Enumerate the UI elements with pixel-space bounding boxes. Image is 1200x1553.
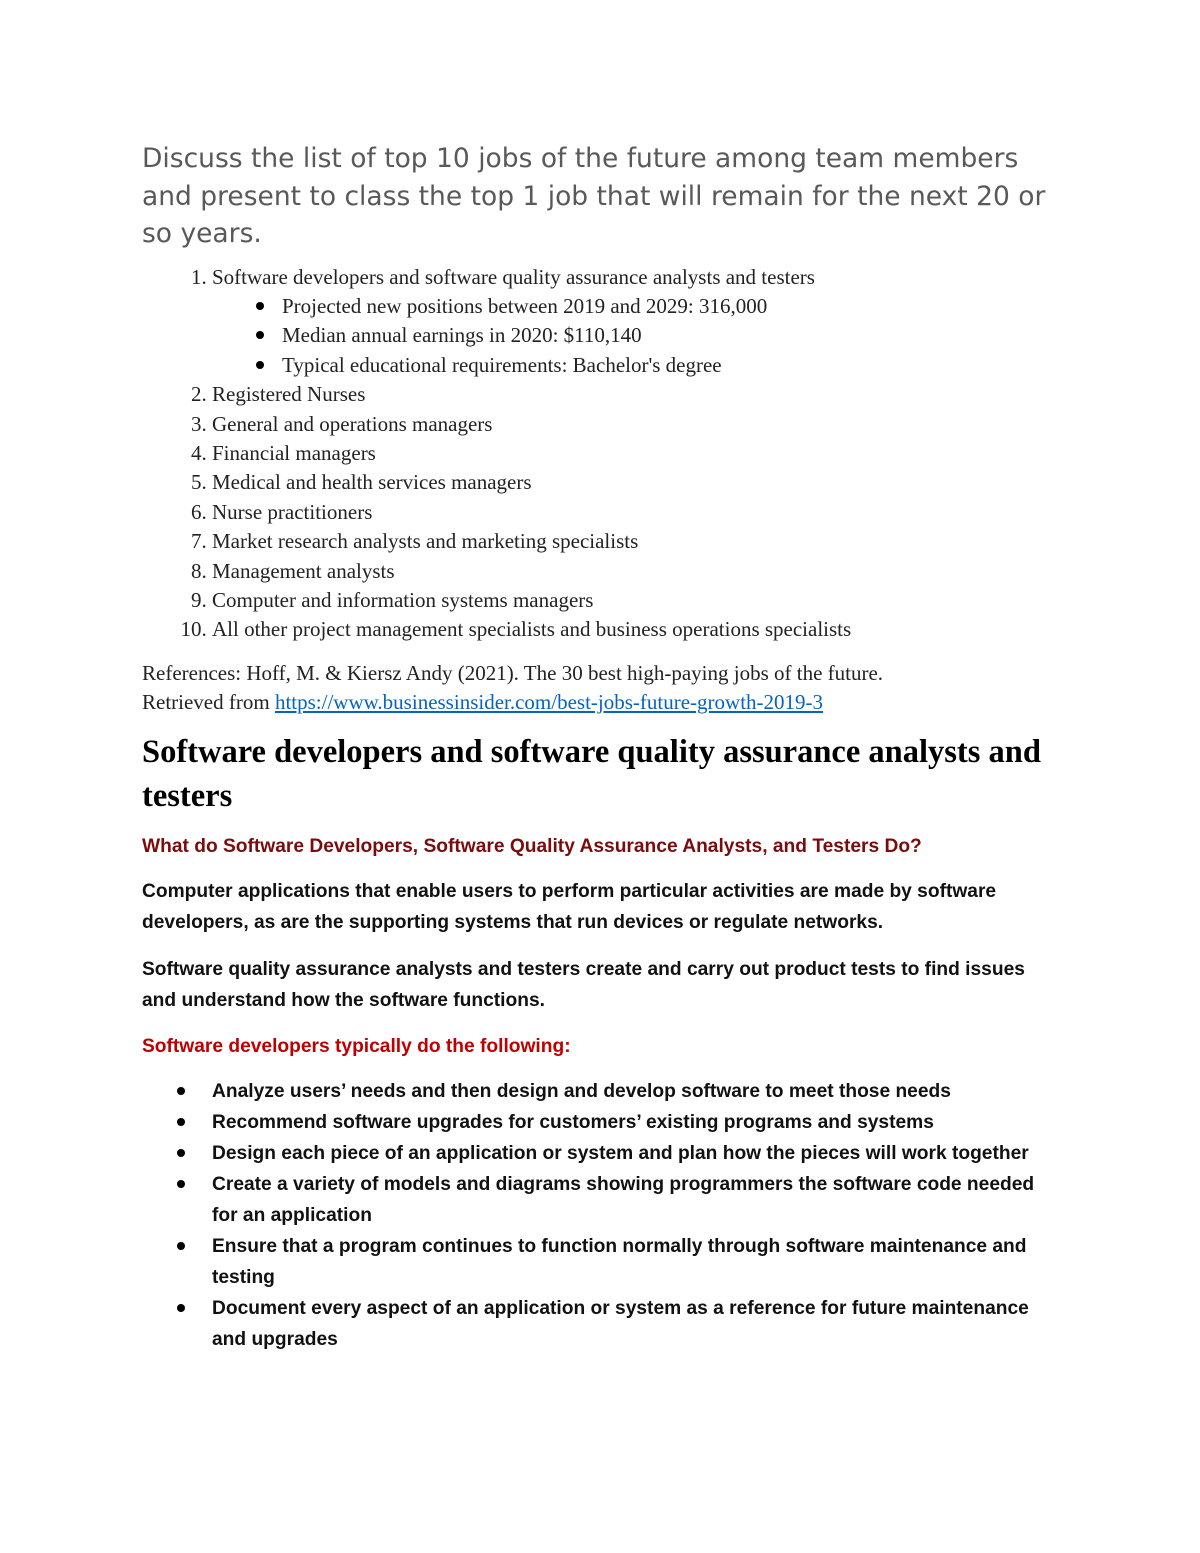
list-item: 6. Nurse practitioners (212, 498, 1062, 527)
list-item (212, 263, 1062, 381)
job-title: Software developers and software quality assurance analysts and testers (212, 264, 815, 289)
subheading: Software developers typically do the following: (142, 1035, 571, 1057)
prompt-text: Discuss the list of top 10 jobs of the future among team members and present to class the top 1 job that will remain for the next 20 or so years. (142, 143, 1046, 249)
section-heading: Software developers and software quality assurance analysts and testers (142, 733, 1041, 814)
list-item: Median annual earnings in 2020: $110,140 (282, 321, 1062, 350)
list-item: Typical educational requirements: Bachelor's degree (282, 351, 1062, 380)
document-page (142, 140, 1062, 1355)
list-item: Analyze users’ needs and then design and develop software to meet those needs (212, 1076, 1052, 1107)
reference-link[interactable]: https://www.businessinsider.com/best-jobs-future-growth-2019-3 (274, 690, 824, 715)
retrieved-label: Retrieved from (142, 690, 275, 715)
list-item: 3. General and operations managers (212, 410, 1062, 439)
list-item: 4. Financial managers (212, 439, 1062, 468)
reference-text: References: Hoff, M. & Kiersz Andy (2021). The 30 best high-paying jobs of the future. (142, 660, 884, 685)
paragraph: Computer applications that enable users to perform particular activities are made by software developers, as are the supporting systems that run devices or regulate networks. (142, 880, 997, 933)
list-item: 10. All other project management specialists and business operations specialists (212, 615, 1062, 644)
jobs-list (142, 263, 1062, 645)
job-facts-list (212, 292, 1062, 380)
tasks-list (142, 1076, 1052, 1355)
list-item: Document every aspect of an application or system as a reference for future maintenance and upgrades (212, 1293, 1052, 1355)
list-item: Recommend software upgrades for customers’ existing programs and systems (212, 1107, 1052, 1138)
list-item: Projected new positions between 2019 and 2029: 316,000 (282, 292, 1062, 321)
question-heading: What do Software Developers, Software Quality Assurance Analysts, and Testers Do? (142, 835, 922, 857)
list-item: 9. Computer and information systems managers (212, 586, 1062, 615)
list-item: 8. Management analysts (212, 557, 1062, 586)
references (142, 659, 1062, 718)
list-item: 2. Registered Nurses (212, 380, 1062, 409)
list-item: Design each piece of an application or system and plan how the pieces will work together (212, 1138, 1052, 1169)
list-item: Ensure that a program continues to function normally through software maintenance and testing (212, 1231, 1052, 1293)
list-item: 7. Market research analysts and marketing specialists (212, 527, 1062, 556)
paragraph: Software quality assurance analysts and testers create and carry out product tests to find issues and understand how the software functions. (142, 958, 1025, 1011)
list-item: Create a variety of models and diagrams showing programmers the software code needed for an application (212, 1169, 1052, 1231)
list-item: 5. Medical and health services managers (212, 468, 1062, 497)
